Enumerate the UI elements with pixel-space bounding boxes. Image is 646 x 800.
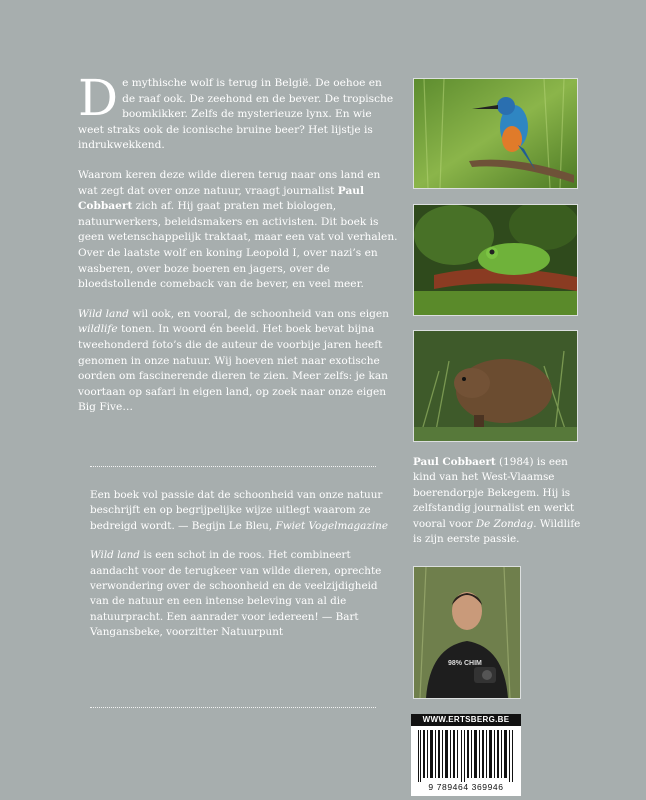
barcode [417,730,515,782]
quote-1-source: Fwiet Vogelmagazine [275,519,388,532]
quote-2 [90,548,390,640]
bio-text-a: (1984) is een kind van het West-Vlaamse boerendorpje Bekegem. Hij is zelfstandig journalist en werkt vooral voor [413,456,575,530]
isbn-number: 9 789464 369946 [428,782,504,792]
publisher-url: WWW.ERTSBERG.BE [411,714,521,726]
drop-cap: D [78,69,119,127]
author-bio [413,455,588,547]
intro-text: e mythische wolf is terug in België. De oehoe en de raaf ook. De zeehond en de bever. De tropische boomkikker. Zelfs de mysterieuze lynx. En wie weet straks ook de iconische bruine beer? Het lijstje is indrukwekkend. [78,77,394,152]
photo-paragraph [78,307,398,416]
bio-newspaper: De Zondag [475,517,534,530]
review-quotes [90,488,390,655]
back-cover-text [78,69,398,430]
treefrog-photo [413,204,578,316]
bio-paragraph [413,455,588,547]
bio-author-name: Paul Cobbaert [413,456,496,468]
quote-2-title: Wild land [90,549,140,562]
bio-text-b: . Wildlife is zijn eerste passie. [413,517,581,546]
description-text-start: Waarom keren deze wilde dieren terug naar ons land en wat zegt dat over onze natuur, vraagt journalist [78,168,381,197]
divider-top [90,466,376,467]
kingfisher-photo [413,78,578,189]
author-name: Paul Cobbaert [78,184,365,213]
photo-text-b: tonen. In woord én beeld. Het boek bevat bijna tweehonderd foto’s die de auteur de voorbije jaren heeft genomen in onze natuur. Wij hoeven niet naar exotische oorden om fascinerende dieren te zien. Meer zelfs: je kan voortaan op safari in eigen land, op zoek naar onze eigen Big Five… [78,323,388,414]
photo-text-a: wil ook, en vooral, de schoonheid van ons eigen [128,307,389,320]
quote-1-text: Een boek vol passie dat de schoonheid van onze natuur beschrijft en op begrijpelijke wijze uitlegt waarom ze bedreigd wordt. — Begijn Le Bleu, [90,489,383,532]
book-title: Wild land [78,307,129,320]
quote-2-text: is een schot in de roos. Het combineert aandacht voor de terugkeer van wilde dieren, oprechte verwondering over de schoonheid en de veelzijdigheid van de natuur en een intense beleving van al die natuurpracht. Een aanrader voor iedereen! — Bart Vangansbeke, voorzitter Natuurpunt [90,549,382,639]
intro-paragraph [78,69,398,154]
description-paragraph [78,168,398,293]
quote-1 [90,488,390,534]
divider-bottom [90,707,376,708]
wildlife-word: wildlife [78,323,118,336]
barcode-box [411,714,521,796]
beaver-photo [413,330,578,442]
shirt-text: 98% CHIM [448,660,482,667]
author-photo [413,566,521,699]
description-text-end: zich af. Hij gaat praten met biologen, natuurwerkers, beleidsmakers en activisten. Dit boek is geen wetenschappelijk traktaat, maar een vat vol verhalen. Over de laatste wolf en koning Leopold I, over nazi’s en wasberen, over boze boeren en jagers, over de bloedstollende comeback van de bever, en veel meer. [78,200,398,291]
